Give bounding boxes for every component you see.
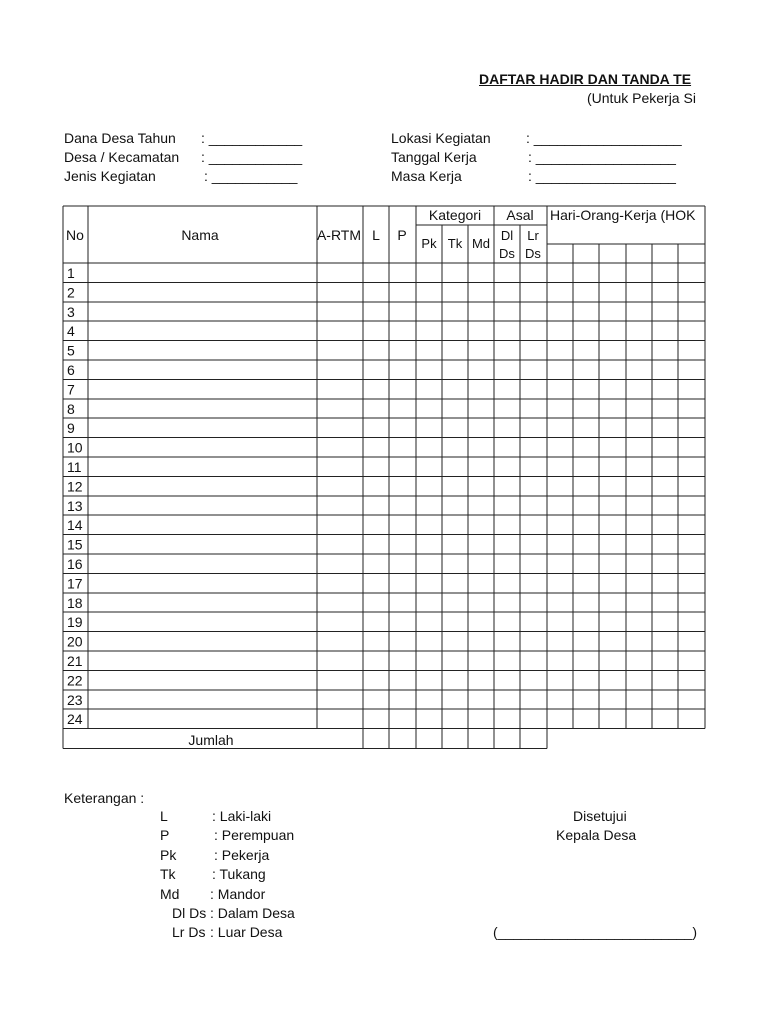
legend-code: Dl Ds [172,905,207,921]
tanggal-kerja-field: : __________________ [528,149,676,165]
legend-code: Tk [160,866,176,882]
tanggal-kerja-label: Tanggal Kerja [391,149,477,165]
dl-subheader-line2: Ds [499,246,515,261]
row-number: 10 [67,439,83,456]
legend-code: Lr Ds [172,924,206,940]
col-p-header: P [397,227,407,243]
lokasi-kegiatan-field: : ___________________ [526,130,682,146]
total-row-label: Jumlah [188,732,234,748]
md-subheader: Md [471,236,491,251]
col-artm-header: A-RTM [316,227,362,243]
row-number: 9 [67,420,75,437]
signature-line: (_________________________) [493,924,697,940]
document-subtitle: (Untuk Pekerja Si [587,90,696,106]
row-number: 24 [67,711,83,728]
row-number: 16 [67,556,83,572]
row-number: 13 [67,497,83,514]
tk-subheader: Tk [447,236,463,251]
jenis-kegiatan-field: : ___________ [204,168,298,184]
document-title: DAFTAR HADIR DAN TANDA TE [479,71,692,87]
approval-label: Disetujui [573,808,627,824]
row-number: 6 [67,362,75,378]
row-number: 12 [67,478,83,495]
lr-subheader-line1: Lr [527,228,539,243]
row-number: 20 [67,633,83,650]
hok-group-header: Hari-Orang-Kerja (HOK [550,207,696,223]
legend-code: Pk [160,847,177,863]
legend-desc: : Perempuan [214,827,295,843]
lr-subheader-line2: Ds [525,246,541,261]
row-number: 15 [67,536,83,553]
legend-desc: : Luar Desa [210,924,283,940]
legend-code: L [160,808,168,824]
row-number: 3 [67,303,75,320]
row-number: 17 [67,575,83,592]
legend-desc: : Dalam Desa [210,905,295,921]
row-number: 7 [67,381,75,398]
row-number: 18 [67,594,83,611]
pk-subheader: Pk [421,236,437,251]
dana-desa-field: : ____________ [201,130,303,146]
masa-kerja-field: : __________________ [528,168,676,184]
desa-kecamatan-field: : ____________ [201,149,303,165]
row-number: 11 [67,459,82,475]
legend-code: P [160,827,170,843]
row-number: 22 [67,672,83,689]
asal-group-header: Asal [506,207,534,223]
col-l-header: L [372,227,380,243]
lokasi-kegiatan-label: Lokasi Kegiatan [391,130,491,146]
legend-desc: : Tukang [212,866,266,882]
row-number: 1 [67,265,75,281]
jenis-kegiatan-label: Jenis Kegiatan [64,168,156,184]
row-number: 21 [67,653,83,669]
legend-desc: : Mandor [210,886,266,902]
col-nama-header: Nama [181,227,219,243]
legend-desc: : Laki-laki [212,808,272,824]
legend-code: Md [160,886,180,902]
row-number: 19 [67,614,83,631]
keterangan-title: Keterangan : [64,790,145,806]
desa-kecamatan-label: Desa / Kecamatan [64,149,180,165]
masa-kerja-label: Masa Kerja [391,168,462,184]
signer-role: Kepala Desa [556,827,637,843]
row-number: 5 [67,342,75,359]
dana-desa-label: Dana Desa Tahun [64,130,176,146]
legend-desc: : Pekerja [214,847,270,863]
row-number: 8 [67,400,75,417]
kategori-group-header: Kategori [428,207,482,223]
row-number: 4 [67,323,75,340]
row-number: 14 [67,517,83,534]
row-number: 2 [67,284,75,301]
dl-subheader-line1: Dl [500,228,514,243]
row-number: 23 [67,691,83,708]
col-no-header: No [66,227,84,243]
